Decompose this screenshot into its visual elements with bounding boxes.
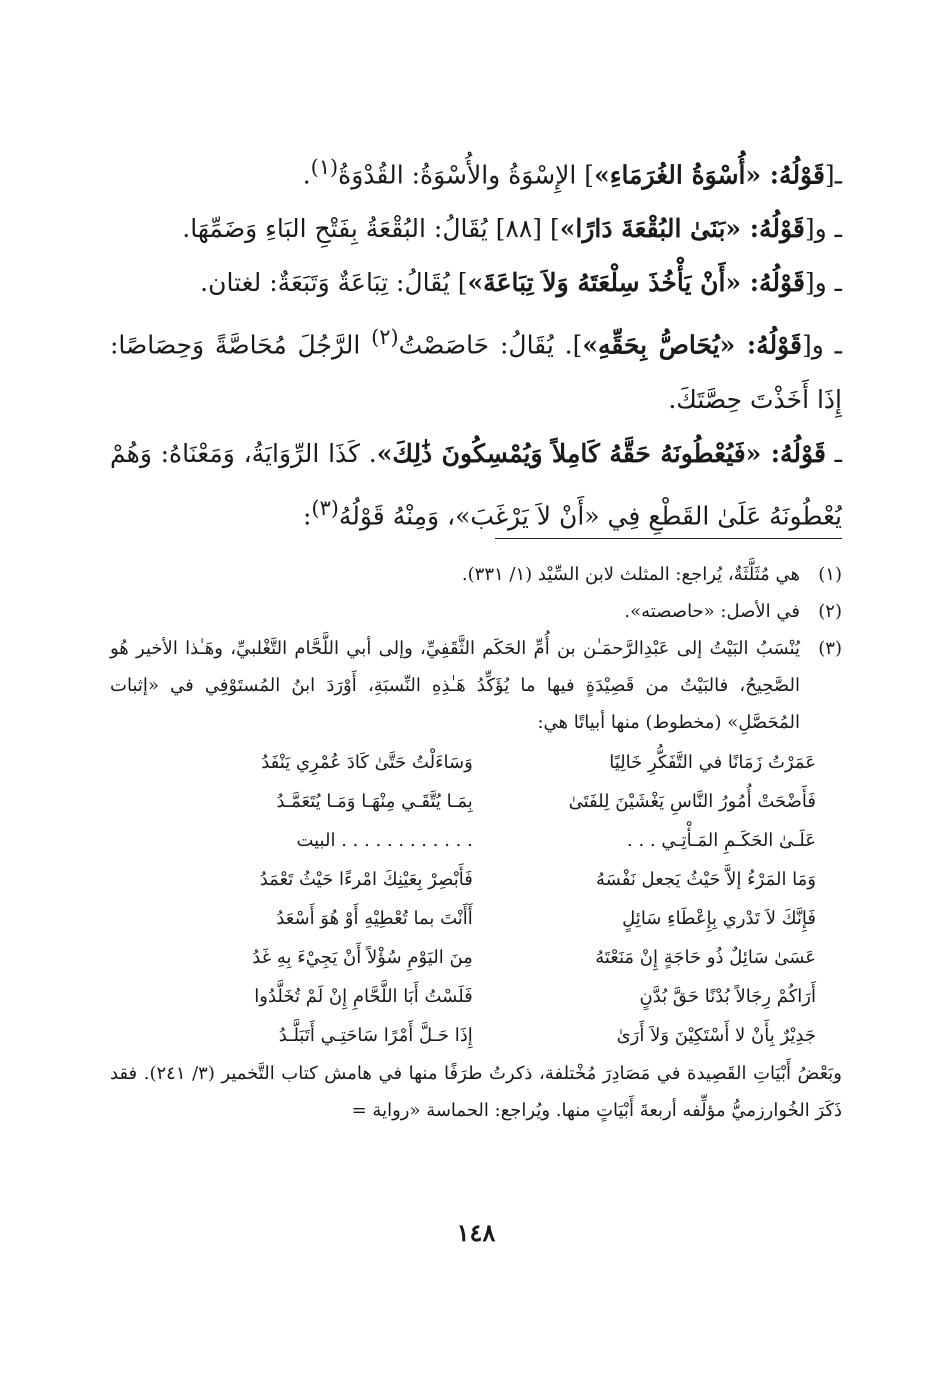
poem-verse (156, 743, 816, 782)
verse-second-hemistich: . . . . . . . . . . . . البيت (296, 830, 473, 851)
footnote-2 (110, 593, 842, 630)
quoted-phrase: قَوْلُهُ: «أَنْ يَأْخُذَ سِلْعَتَهُ وَلاَ تِبَاعَةَ» (467, 268, 805, 298)
footnote-number: (١) (818, 564, 842, 585)
verse-first-hemistich: فَإِنَّكَ لاَ تَدْري بِإِعْطَاءِ سَائِلٍ (622, 908, 816, 929)
paragraph-text: . كَذَا الرِّوَايَةُ، وَمَعْنَاهُ: وَهُمْ يُعْطُونَهُ عَلَىٰ القَطْعِ فِي «أَنْ لاَ يَرْغَبَ»، وَمِنْهُ قَوْلُهُ (110, 438, 842, 530)
dash-prefix: ـ[ (824, 160, 842, 190)
page-number: ١٤٨ (456, 1218, 496, 1247)
quoted-phrase: قَوْلُهُ: «يُحَاصُّ بِحَقِّهِ» (582, 330, 802, 360)
poem-verse (156, 860, 816, 899)
dash-prefix: ـ و[ (804, 268, 842, 298)
dash-prefix: ـ (825, 438, 842, 468)
footnote-text (110, 630, 800, 741)
dash-prefix: ـ و[ (801, 330, 842, 360)
footnote-number: (٣) (818, 638, 842, 659)
verse-first-hemistich: عَسَىٰ سَائِلٌ ذُو حَاجَةٍ إِنْ مَنَعْتَهُ (595, 947, 816, 968)
paragraph-text: ] يُقَالُ: تِبَاعَةٌ وَتَبَعَةٌ: لغتان. (200, 268, 468, 298)
verse-second-hemistich: وَسَاءَلْتُ حَتَّىٰ كَادَ عُمْرِي يَنْفَدُ (261, 752, 473, 773)
footnote-continuation: وبَعْضُ أَبْيَاتِ القَصِيدة في مَصَادِرَ مُخْتلفة، ذكرتُ طرَفًا منها في هامش كتاب التَّخمير (٣/ ٢٤١). فقد ذَكَرَ الخُوارزميُّ مؤلِّفه أربعةَ أَبْيَاتٍ منها. ويُراجع: الحماسة «رواية = (110, 1063, 842, 1121)
verse-second-hemistich: أَأَنْتَ بما تُعْطِيْهِ أَوْ هُوَ أَسْعَدُ (276, 908, 473, 929)
quoted-phrase: قَوْلُهُ: «فَيُعْطُونَهُ حَقَّهُ كَامِلاً وَيُمْسِكُونَ ذَٰلِكَ» (376, 438, 826, 468)
poem-verse (156, 782, 816, 821)
paragraph-text: ] الإِسْوَةُ والأُسْوَةُ: القُدْوَةُ (338, 160, 595, 190)
footnote-1 (110, 556, 842, 593)
main-paragraph (110, 427, 842, 543)
poem-verse (156, 977, 816, 1016)
dash-prefix: ـ و[ (804, 214, 842, 244)
verse-second-hemistich: بِمَـا يُتَّقَـي مِنْهَـا وَمَـا يُتَعَمَّـدُ (276, 791, 473, 812)
verse-second-hemistich: إِذَا حَـلَّ أَمْرًا سَاحَتِـي أَتَبَلَّـدُ (278, 1025, 473, 1046)
footnote-text: هي مُثَلَّثَةٌ، يُراجع: المثلث لابن السِّيْد (١/ ٣٣١). (461, 564, 800, 585)
paragraph-text: الرَّجُلَ مُحَاصَّةً وَحِصَاصًا: إِذَا أَخَذْتَ حِصَّتَكَ. (110, 330, 842, 414)
footnote-intro: يُنْسَبُ البَيْتُ إلى عَبْدِالرَّحمَـٰن بن أُمِّ الحَكَم الثَّقَفِيِّ، وإلى أبي اللَّحَّام التَّغْلبيِّ، وهَـٰذا الأخير هُو الصَّحِيحُ، فالبَيْتُ من قَصِيْدَةٍ فيها ما يُؤَكِّدُ هَـٰذِهِ النِّسبَةِ، أَوْرَدَ ابنُ المُستَوْفِي في «إثبات المُحَصَّلِ» (مخطوط) منها أبياتًا هي: (110, 638, 800, 733)
verse-second-hemistich: فَلَسْتُ أَبَا اللَّحَّامِ إِنْ لَمْ تُخَلَّدُوا (254, 986, 473, 1007)
poem-verse (156, 1016, 816, 1055)
main-paragraph (110, 140, 842, 202)
verse-first-hemistich: وَمَا المَرْءُ إلاَّ حَيْثُ يَجعل نَفْسَهُ (596, 869, 816, 890)
main-text (110, 140, 842, 543)
main-paragraph (110, 202, 842, 256)
footnote-number: (٢) (818, 601, 842, 622)
verse-first-hemistich: عَمَرْتُ زَمَانًا في التَّفَكُّرِ خَالِيًا (609, 752, 816, 773)
poem-verse (156, 821, 816, 860)
verse-first-hemistich: عَلَـىٰ الحَكَـمِ المَـأْتِـي . . . (627, 830, 816, 851)
poem-verses (156, 743, 816, 1055)
paragraph-end: : (302, 500, 312, 530)
paragraph-text: ] [٨٨] يُقَالُ: البُقْعَةُ بِفَتْحِ البَاءِ وَضَمِّهَا. (182, 214, 560, 244)
footnote-text: في الأصل: «حاصصته». (624, 601, 800, 622)
verse-second-hemistich: مِنَ اليَوْمِ سُؤْلاً أَنْ يَجِيْءَ بِهِ غَدُ (252, 947, 473, 968)
footnote-ref: (٢) (371, 325, 399, 350)
quoted-phrase: قَوْلُهُ: «بَنَىٰ البُقْعَةَ دَارًا» (559, 214, 805, 244)
footnotes (110, 556, 842, 1129)
paragraph-end: . (302, 160, 311, 190)
poem-verse (156, 938, 816, 977)
footnote-ref: (١) (310, 155, 339, 179)
main-paragraph (110, 256, 842, 310)
verse-first-hemistich: جَدِيْرٌ بِأَنْ لا أَسْتَكِيْنَ وَلاَ أَرَىٰ (616, 1025, 816, 1046)
paragraph-text: ]. يُقَالُ: حَاصَصْتُ (398, 330, 583, 360)
verse-first-hemistich: أَرَاكُمْ رِجَالاً بُدْنًا حَقَّ بُدَّنٍ (639, 986, 816, 1007)
footnote-3 (110, 630, 842, 741)
verse-first-hemistich: فَأَضْحَتْ أُمُورُ النَّاسِ يَغْشَيْنَ لِلفَتَىٰ (568, 791, 816, 812)
footnote-ref: (٣) (311, 495, 339, 520)
main-paragraph (110, 310, 842, 426)
quoted-phrase: قَوْلُهُ: «أُسْوَةُ الغُرَمَاءِ» (594, 160, 825, 190)
verse-second-hemistich: فَأَبْصِرْ بِعَيْنِكَ امْرءًا حَيْثُ تَعْمَدُ (259, 869, 473, 890)
poem-verse (156, 899, 816, 938)
footnote-divider (495, 538, 842, 539)
